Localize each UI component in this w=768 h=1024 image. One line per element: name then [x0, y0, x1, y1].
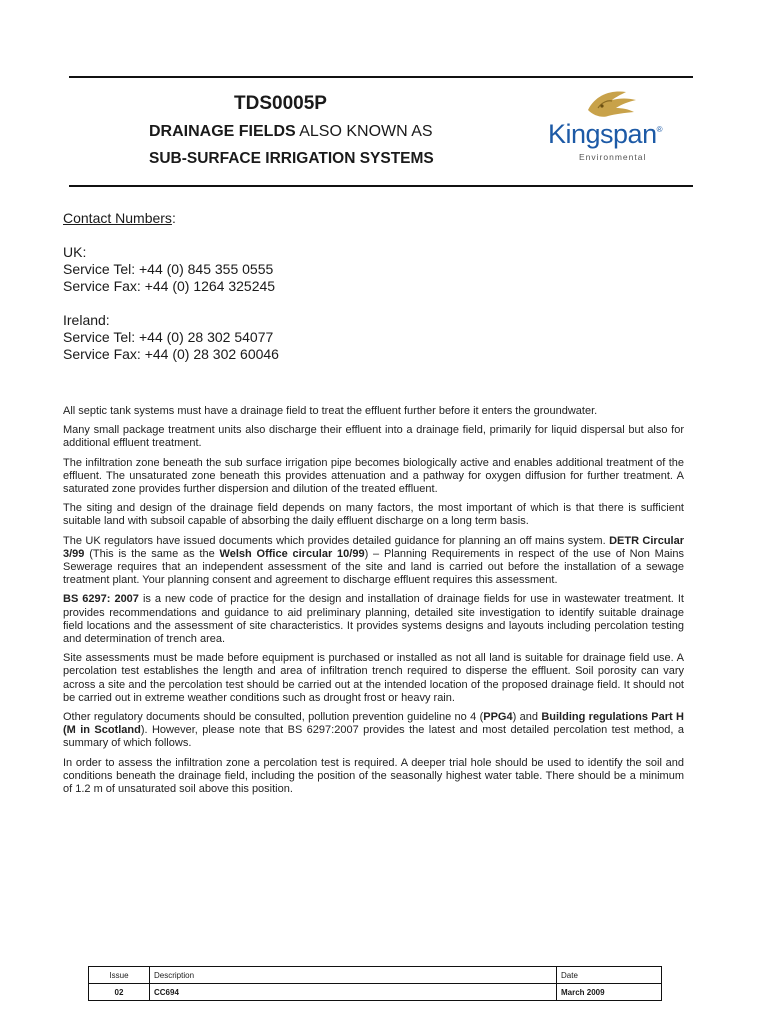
table-cell-date: March 2009 — [557, 984, 662, 1001]
paragraph-2: Many small package treatment units also discharge their effluent into a drainage field, primarily for liquid dispersal but also for additional effluent treatment. — [63, 424, 684, 450]
document-title — [149, 123, 433, 141]
p8-text: ). However, please note that BS 6297:2007 provides the latest and most detailed percolation test method, a summary of which follows. — [63, 724, 684, 750]
uk-tel: Service Tel: +44 (0) 845 355 0555 — [63, 261, 274, 277]
p5-detr-ref: DETR Circular 3/99 — [63, 534, 684, 560]
lion-bird-emblem-icon — [582, 86, 642, 122]
paragraph-6 — [63, 593, 684, 646]
table-header-issue: Issue — [89, 967, 150, 984]
table-cell-issue: 02 — [89, 984, 150, 1001]
spacer — [63, 227, 279, 244]
paragraph-8 — [63, 711, 684, 751]
body-text — [63, 405, 684, 802]
table-header-row — [89, 967, 662, 984]
p8-building-ref: Building regulations Part H (M in Scotland — [63, 711, 684, 737]
contact-heading-line — [63, 210, 279, 227]
document-subtitle: SUB-SURFACE IRRIGATION SYSTEMS — [149, 150, 434, 167]
p5-text: (This is the same as the — [84, 547, 220, 560]
spacer — [63, 295, 279, 312]
paragraph-9: In order to assess the infiltration zone a percolation test is required. A deeper trial hole should be used to identify the soil and conditions beneath the drainage field, including the position of the seasonally highest water table. There should be a minimum of 1.2 m of unsaturated soil above this position. — [63, 756, 684, 796]
contact-section — [63, 210, 279, 363]
contact-heading-colon: : — [171, 210, 176, 226]
p8-text: Other regulatory documents should be consulted, pollution prevention guideline no 4 ( — [63, 711, 484, 724]
ireland-tel: Service Tel: +44 (0) 28 302 54077 — [63, 329, 274, 345]
top-rule — [69, 76, 693, 78]
logo-brand-text: Kingspan — [548, 119, 657, 149]
paragraph-3: The infiltration zone beneath the sub surface irrigation pipe becomes biologically active and enables additional treatment of the effluent. The unsaturated zone beneath this provides attenuation and a pathway for oxygen diffusion for further treatment. A saturated zone provides further dispersion and dilution of the treated effluent. — [63, 456, 684, 496]
title-rest: ALSO KNOWN AS — [295, 123, 433, 140]
p8-ppg4-ref: PPG4 — [483, 711, 513, 724]
uk-fax: Service Fax: +44 (0) 1264 325245 — [63, 278, 276, 294]
p6-text: is a new code of practice for the design and installation of drainage fields for use in wastewater treatment. It provides recommendations and guidance to aid preliminary planning, detailed site investigation to identify suitable drainage field locations and the assessment of site characteristics. It provides systems designs and layouts including percolation testing and determination of trench area. — [63, 593, 684, 646]
bottom-rule — [69, 185, 693, 187]
ireland-label: Ireland: — [63, 312, 110, 328]
document-code: TDS0005P — [234, 93, 327, 114]
p5-text: The UK regulators have issued documents which provides detailed guidance for planning an off mains system. — [63, 534, 610, 547]
logo-tagline: Environmental — [579, 152, 647, 162]
table-header-description: Description — [150, 967, 557, 984]
contact-heading: Contact Numbers — [63, 210, 172, 226]
ireland-fax: Service Fax: +44 (0) 28 302 60046 — [63, 346, 279, 362]
logo-trademark: ® — [656, 125, 662, 134]
paragraph-5 — [63, 535, 684, 588]
uk-label: UK: — [63, 244, 87, 260]
paragraph-1: All septic tank systems must have a drainage field to treat the effluent further before it enters the groundwater. — [63, 405, 598, 417]
logo-brand — [548, 119, 662, 150]
table-header-date: Date — [557, 967, 662, 984]
paragraph-4: The siting and design of the drainage field depends on many factors, the most important of which is that there is sufficient suitable land with subsoil capable of absorbing the daily effluent discharge on a long term basis. — [63, 502, 684, 528]
table-cell-description: CC694 — [150, 984, 557, 1001]
title-bold: DRAINAGE FIELDS — [149, 123, 296, 140]
kingspan-logo — [546, 86, 676, 166]
p6-bs-ref: BS 6297: 2007 — [63, 593, 139, 606]
p5-text: ) – Planning Requirements in respect of the use of Non Mains Sewerage requires that an independent assessment of the site and land is carried out before the installation of a sewage treatment plant. Your planning consent and agreement to discharge effluent requires this assessment. — [63, 547, 684, 587]
paragraph-7: Site assessments must be made before equipment is purchased or installed as not all land is suitable for drainage field use. A percolation test establishes the length and area of infiltration trench required to disperse the effluent. Soil porosity can vary across a site and the percolation test should be carried out at the intended location of the proposed drainage field. It should not be carried out in extreme weather conditions such as drought frost or heavy rain. — [63, 652, 684, 704]
table-row — [89, 984, 662, 1001]
p8-text: ) and — [512, 711, 542, 724]
issue-table — [88, 966, 662, 1001]
p5-welsh-ref: Welsh Office circular 10/99 — [219, 547, 365, 560]
